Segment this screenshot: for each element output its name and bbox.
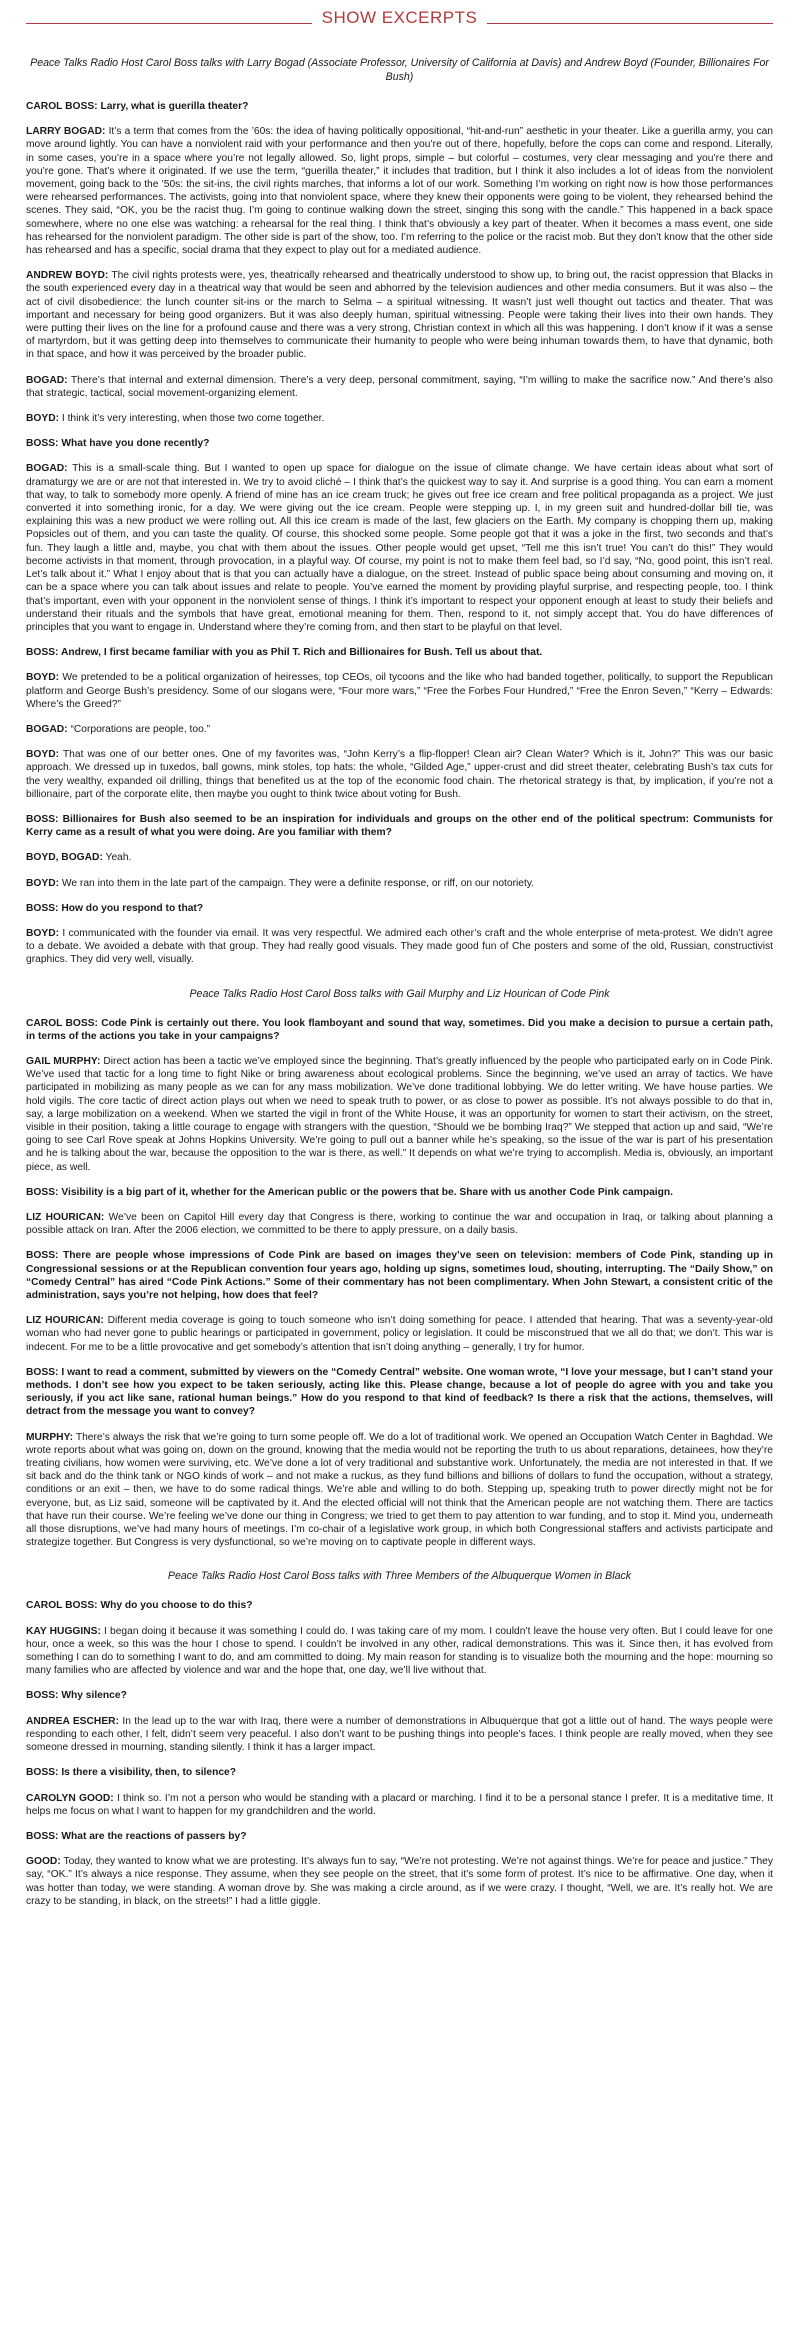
speaker-name: BOSS: xyxy=(26,1366,59,1378)
speaker-name: BOYD: xyxy=(26,927,60,939)
speaker-name: BOSS: xyxy=(26,647,59,659)
question-paragraph xyxy=(26,1366,773,1419)
speech-text: There’s always the risk that we’re going to turn some people off. We do a lot of traditional work. We opened an Occupation Watch Center in Baghdad. We wrote reports about what was going on, down on the ground, knowing that the media would not be reporting the truth to us about reparations, detainees, how they’re treating civilians, how women were surviving, etc. We’ve done a lot of very traditional and substantive work. Unfortunately, the media are not interested in that. If we sit back and do the think tank or NGO kinds of work – and not make a ruckus, as they fund billions and billions of dollars to fund the occupation, without a strategy, conditions or an exit – then, we have to do some radical things. We’re able and willing to do both. Stepping up, speaking truth to power directly might not be for everyone, but, as Liz said, someone will be captivated by it. And the elected official will not think that the American people are not watching them. There are tactics that have run their course. We’re feeling we’ve done our thing in Congress; we tried to get them to pay attention to war funding, and to stop it. Mind you, underneath all those disruptions, we’ve had many hours of meetings. I’m co-chair of a legislative work group, in which both Congressional staffers and activists participate and strategize together. But Congress is very dysfunctional, so we’re moving on to captivate people in different ways. xyxy=(26,1431,773,1549)
answer-paragraph xyxy=(26,927,773,967)
answer-paragraph xyxy=(26,851,773,864)
question-paragraph xyxy=(26,1830,773,1843)
speech-text: The civil rights protests were, yes, theatrically rehearsed and theatrically understood to show up, to bring out, the racist oppression that Blacks in the south experienced every day in a theatrical way that would be seen and abhorred by the television audiences and other media consumers. But it was also – the act of civil disobedience: the lunch counter sit-ins or the march to Selma – a spiritual witnessing. It wasn’t just well thought out tactics and theater. That was important and necessary for being good organizers. But it was also deeply human, spiritual witnessing. People were taking their lives into their own hands. They were putting their lives on the line for a profound cause and there was a very strong, Christian context in which all this was happening. I don’t know if it was a sense of martyrdom, but it was getting deep into themselves to communicate their humanity to people who were being inhuman towards them, to have that dynamic, both in that space, and how it was perceived by the broader public. xyxy=(26,270,773,361)
speaker-name: BOSS: xyxy=(26,1186,59,1198)
speaker-name: BOSS: xyxy=(26,1690,59,1702)
speech-text: How do you respond to that? xyxy=(61,902,204,914)
answer-paragraph xyxy=(26,1792,773,1818)
speech-text: Larry, what is guerilla theater? xyxy=(100,101,249,112)
speech-text: This is a small-scale thing. But I wanted to open up space for dialogue on the issue of climate change. We have certain ideas about what sort of dramaturgy we are or are not that interested in. We try to avoid cliché – I think that’s the quickest way to say it. And surprise is a good thing. You can earn a moment that way, to talk to somebody more openly. A friend of mine has an ice cream truck; he gives out free ice cream and free political propaganda as a project. We just converted it into something ironic, for a day. We were giving out the ice cream. People were stepping up. I, in my green suit and hundred-dollar bill tie, was explaining this was a new product we were rolling out. All this ice cream is made of the last, few glaciers on the Earth. My company is chopping them up, making Popsicles out of them, and you can taste the quality. Of course, this shocked some people. Some people got that it was a joke in the first, two seconds and that’s fun. They laugh a little and, maybe, you chat with them about the issues. Other people would get upset, “Tell me this isn’t true! You can’t do this!” They would become activists in that moment, through provocation, in a playful way. Of course, my point is not to make them feel bad, so I’d say, “No, good point, this isn’t real. Let’s talk about it.” What I enjoy about that is that you can actually have a dialogue, on the street. Instead of public space being about consuming and moving on, it can be a space where you can talk about issues and relate to people. You’ve earned the moment by providing playful surprise, and respecting people, too. I think that’s important, even with your opponent in the nonviolent sense of things. I think it’s important to respect your opponent enough at least to study their beliefs and understand their rituals and the symbols that have great, emotional meaning for them. Then, respond to it, not simply accept that. You do have differences of principles that you want to engage in. Understand where they’re coming from, and then start to be playful on that level. xyxy=(26,463,773,633)
answer-paragraph xyxy=(26,125,773,257)
speech-text: Today, they wanted to know what we are protesting. It’s always fun to say, “We’re not protesting. We’re not against things. We’re for peace and justice.” They say, “OK.” It’s always a nice response. They assume, when they see people on the street, that it’s some form of protest. It’s nice to be affirmative. One day, when it was hotter than today, we were standing. A woman drove by. She was making a circle around, as if we were crazy. I thought, “Well, we are. It’s really hot. We are crazy to be standing, in black, on the streets!” I had a little giggle. xyxy=(26,1856,773,1907)
speech-text: In the lead up to the war with Iraq, there were a number of demonstrations in Albuquerque that got a little out of hand. The ways people were responding to each other, I felt, didn’t seem very peaceful. I also don’t want to be pushing things into people’s faces. I think people are really moved, when they see someone dressed in mourning, standing silently. I think it has a larger impact. xyxy=(26,1715,773,1754)
speech-text: We ran into them in the late part of the campaign. They were a definite response, or riff, on our notoriety. xyxy=(61,877,535,889)
speaker-name: LARRY BOGAD: xyxy=(26,126,106,138)
page-header xyxy=(26,0,773,36)
question-paragraph xyxy=(26,1017,773,1043)
speech-text: Direct action has been a tactic we’ve employed since the beginning. That’s greatly influenced by the people who participated early on in Code Pink. We’ve used that tactic for a long time to fight Nike or bring awareness about ecological problems. Since the beginning, we’ve used an array of tactics. We have participated in mobilizing as many people as we can for any mass mobilization. We’ve done traditional lobbying. We do letter writing. We have house parties. We hold vigils. The core tactic of direct action plays out when we need to speak truth to power, or as close to power as possible. It’s not always possible to do that in, say, a large mobilization on a weekend. When we started the vigil in front of the White House, it was an opportunity for women to start their activism, on the street, visible in their position, taking a little courage to engage with strangers with the question, “Should we be bombing Iraq?” We stepped that action up and said, “We’re going to see Carl Rove speak at Johns Hopkins University. We’re going to pull out a banner while he’s speaking, so the issue of the war is part of his presentation and he is talking about the war, because the opposition to the war is there, as well.” It depends on what we’re trying to accomplish. Media is, obviously, an important piece, as well. xyxy=(26,1055,773,1173)
speaker-name: BOSS: xyxy=(26,813,59,825)
question-paragraph xyxy=(26,1689,773,1702)
speech-text: We’ve been on Capitol Hill every day that Congress is there, working to continue the war and occupation in Iraq, or talking about planning a possible attack on Iran. After the 2006 election, we committed to be there to apply pressure, on a daily basis. xyxy=(26,1212,773,1237)
speaker-name: KAY HUGGINS: xyxy=(26,1625,101,1637)
speaker-name: BOYD: xyxy=(26,749,60,761)
question-paragraph xyxy=(26,902,773,915)
question-paragraph xyxy=(26,1599,773,1612)
answer-paragraph xyxy=(26,671,773,711)
answer-paragraph xyxy=(26,723,773,736)
speech-text: I think it’s very interesting, when those two come together. xyxy=(61,413,325,425)
speaker-name: GAIL MURPHY: xyxy=(26,1055,101,1067)
question-paragraph xyxy=(26,437,773,450)
speech-text: I think so. I’m not a person who would be standing with a placard or marching. I find it to be a personal stance I prefer. It is a meditative time. It helps me focus on what I want to happen for my grandchildren and the world. xyxy=(26,1792,773,1817)
question-paragraph xyxy=(26,100,773,113)
answer-paragraph xyxy=(26,1211,773,1237)
interview-intro: Peace Talks Radio Host Carol Boss talks with Larry Bogad (Associate Professor, University of California at Davis) and Andrew Boyd (Founder, Billionaires For Bush) xyxy=(30,57,769,83)
speaker-name: GOOD: xyxy=(26,1856,61,1868)
speaker-name: MURPHY: xyxy=(26,1431,74,1443)
speaker-name: LIZ HOURICAN: xyxy=(26,1315,104,1327)
question-paragraph xyxy=(26,1249,773,1302)
speaker-name: BOGAD: xyxy=(26,723,68,735)
speech-text: Yeah. xyxy=(105,852,132,864)
speaker-name: BOYD, BOGAD: xyxy=(26,852,103,864)
speech-text: That was one of our better ones. One of my favorites was, “John Kerry’s a flip-flopper! Clean air? Clean Water? Which is it, John?” This was our basic approach. We dressed up in tuxedos, ball gowns, mink stoles, top hats: the whole, “Gilded Age,” upper-crust and did street theater, celebrating Bush’s tax cuts for the very wealthy, expanded oil drilling, things that benefited us at the top of the economic food chain. The rhetorical strategy is that, by implication, if you’re not a billionaire, part of the corporate elite, then maybe you ought to think twice about voting for Bush. xyxy=(26,749,773,800)
speech-text: We pretended to be a political organization of heiresses, top CEOs, oil tycoons and the like who had banded together, politically, to support the Republican platform and George Bush’s presidency. Some of our slogans were, “Four more wars,” “Free the Forbes Four Hundred,” “Free the Enron Seven,” “Kerry – Edwards: Where’s the Greed?” xyxy=(26,672,773,710)
interview-intro: Peace Talks Radio Host Carol Boss talks with Three Members of the Albuquerque Women in Black xyxy=(167,1570,632,1583)
question-paragraph xyxy=(26,1186,773,1199)
speech-text: I began doing it because it was something I could do. I was taking care of my mom. I couldn’t leave the house very often. But I could leave for one hour, once a week, so this was the hour I chose to spend. I couldn’t be involved in any other, radical demonstrations. This was it. Since then, it has evolved from something I can do to something I want to do, and am committed to doing. My main reason for standing is to visualize both the mourning and the hope: mourning so many families who are affected by violence and war and the hope that, one day, we’ll live without that. xyxy=(26,1625,773,1677)
speech-text: “Corporations are people, too.” xyxy=(70,723,211,735)
speaker-name: LIZ HOURICAN: xyxy=(26,1212,105,1223)
answer-paragraph xyxy=(26,1715,773,1755)
speech-text: Billionaires for Bush also seemed to be an inspiration for individuals and groups on the other end of the political spectrum: Communists for Kerry came as a result of what you were doing. Are you familiar with them? xyxy=(26,813,773,839)
question-paragraph xyxy=(26,1766,773,1779)
speaker-name: CAROL BOSS: xyxy=(26,101,98,112)
speech-text: Code Pink is certainly out there. You look flamboyant and sound that way, sometimes. Did you make a decision to pursue a certain path, in terms of the actions you take in your campaigns? xyxy=(26,1017,773,1042)
speech-text: What are the reactions of passers by? xyxy=(61,1830,247,1842)
speech-text: There’s that internal and external dimension. There’s a very deep, personal commitment, saying, “I’m willing to make the sacrifice now.” And there’s also that strategic, tactical, social movement-organizing element. xyxy=(26,374,773,399)
speaker-name: BOYD: xyxy=(26,413,60,425)
speech-text: There are people whose impressions of Code Pink are based on images they’ve seen on television: members of Code Pink, standing up in Congressional sessions or at the Republican convention four years ago, holding up signs, sometimes loud, shouting, interrupting. The “Daily Show,” on “Comedy Central” has aired “Code Pink Actions.” Some of their commentary has not been complimentary. When John Stewart, a consistent critic of the administration, says you’re not helping, how does that feel? xyxy=(26,1250,773,1302)
speech-text: It’s a term that comes from the ’60s: the idea of having politically oppositional, “hit-and-run” aesthetic in your theater. Like a guerilla army, you can move around lightly. You can have a nonviolent raid with your performance and then you’re out of there, hopefully, before the cops can come and respond. Literally, in some cases, you’re in a space where you’re not legally allowed. So, light props, simple – but colorful – costumes, very clear messaging and you’re there and you’re gone. That’s where it originated. If we use the term, “guerilla theater,” it includes that tradition, but I think it also includes a lot of ideas from the nonviolent movement, going back to the ’50s: the sit-ins, the civil rights marches, that informs a lot of our work. Something I’m working on right now is how those performances were rehearsed performances. The activists, going into that nonviolent space, where they knew their opponents were going to be violent, they rehearsed behind the scenes. They said, “OK, you be the racist thug. I’m going to continue walking down the street, singing this song with the candle.” This happened in a back space somewhere, where no one else was watching: a rehearsal for the real thing. I think that’s obviously a key part of theater. When it becomes a mass event, one side has rehearsed for the nonviolent paradigm. The other side is part of the show, too. I’m referring to the police or the racist mob. But they don’t know that the other side has rehearsed and has a specific, social drama that they expect to play out for a mediated audience. xyxy=(26,126,773,257)
speech-text: Why silence? xyxy=(61,1690,127,1702)
speaker-name: BOYD: xyxy=(26,877,60,889)
speaker-name: BOSS: xyxy=(26,438,59,450)
speech-text: Different media coverage is going to touch someone who isn’t doing something for peace. I attended that hearing. That was a seventy-year-old woman who had never gone to public hearings or participated in government, policy or legislation. It could be misconstrued that we all do that; we don’t. This war is indecent. For me to be a little provocative and get somebody’s attention that isn’t doing anything – generally, I try for humor. xyxy=(26,1315,773,1353)
answer-paragraph xyxy=(26,1055,773,1174)
answer-paragraph xyxy=(26,269,773,361)
answer-paragraph xyxy=(26,462,773,634)
page-title: SHOW EXCERPTS xyxy=(312,8,488,28)
speech-text: Is there a visibility, then, to silence? xyxy=(61,1767,237,1779)
speaker-name: ANDREW BOYD: xyxy=(26,270,109,282)
speech-text: Visibility is a big part of it, whether for the American public or the powers that be. Share with us another Code Pink campaign. xyxy=(61,1186,674,1198)
speaker-name: ANDREA ESCHER: xyxy=(26,1715,119,1727)
speech-text: Andrew, I first became familiar with you as Phil T. Rich and Billionaires for Bush. Tell us about that. xyxy=(60,647,543,659)
answer-paragraph xyxy=(26,1625,773,1678)
speaker-name: BOSS: xyxy=(26,1830,59,1842)
speaker-name: CAROL BOSS: xyxy=(26,1600,98,1612)
speaker-name: CAROL BOSS: xyxy=(26,1017,98,1029)
answer-paragraph xyxy=(26,748,773,801)
interview-intro: Peace Talks Radio Host Carol Boss talks with Gail Murphy and Liz Hourican of Code Pink xyxy=(189,987,610,1000)
speech-text: What have you done recently? xyxy=(61,438,210,450)
excerpts-body xyxy=(26,56,773,1908)
speaker-name: BOSS: xyxy=(26,1767,59,1779)
question-paragraph xyxy=(26,813,773,839)
speaker-name: BOSS: xyxy=(26,1250,59,1262)
speaker-name: BOGAD: xyxy=(26,463,68,475)
speaker-name: BOGAD: xyxy=(26,374,68,386)
question-paragraph xyxy=(26,646,773,659)
speech-text: I want to read a comment, submitted by viewers on the “Comedy Central” website. One woman wrote, “I love your message, but I can’t stand your methods. I don’t see how you expect to be taken seriously, acting like this. Please change, because a lot of people do agree with you and take you seriously, if you act like sane, rational human beings.” How do you respond to that kind of feedback? Is there a risk that the actions, themselves, will detract from the message you want to convey? xyxy=(26,1366,773,1418)
answer-paragraph xyxy=(26,1855,773,1908)
speaker-name: CAROLYN GOOD: xyxy=(26,1792,114,1804)
speaker-name: BOYD: xyxy=(26,672,60,684)
answer-paragraph xyxy=(26,374,773,400)
speech-text: I communicated with the founder via email. It was very respectful. We admired each other’s craft and the whole enterprise of meta-protest. We didn’t agree to a debate. We avoided a debate with that group. They had really good visuals. They made good fun of Che posters and some of the old, Russian, constructivist graphics. They did very well, visually. xyxy=(26,927,773,966)
answer-paragraph xyxy=(26,1314,773,1354)
answer-paragraph xyxy=(26,412,773,425)
answer-paragraph xyxy=(26,877,773,890)
answer-paragraph xyxy=(26,1431,773,1550)
speech-text: Why do you choose to do this? xyxy=(100,1600,253,1612)
speaker-name: BOSS: xyxy=(26,902,59,914)
